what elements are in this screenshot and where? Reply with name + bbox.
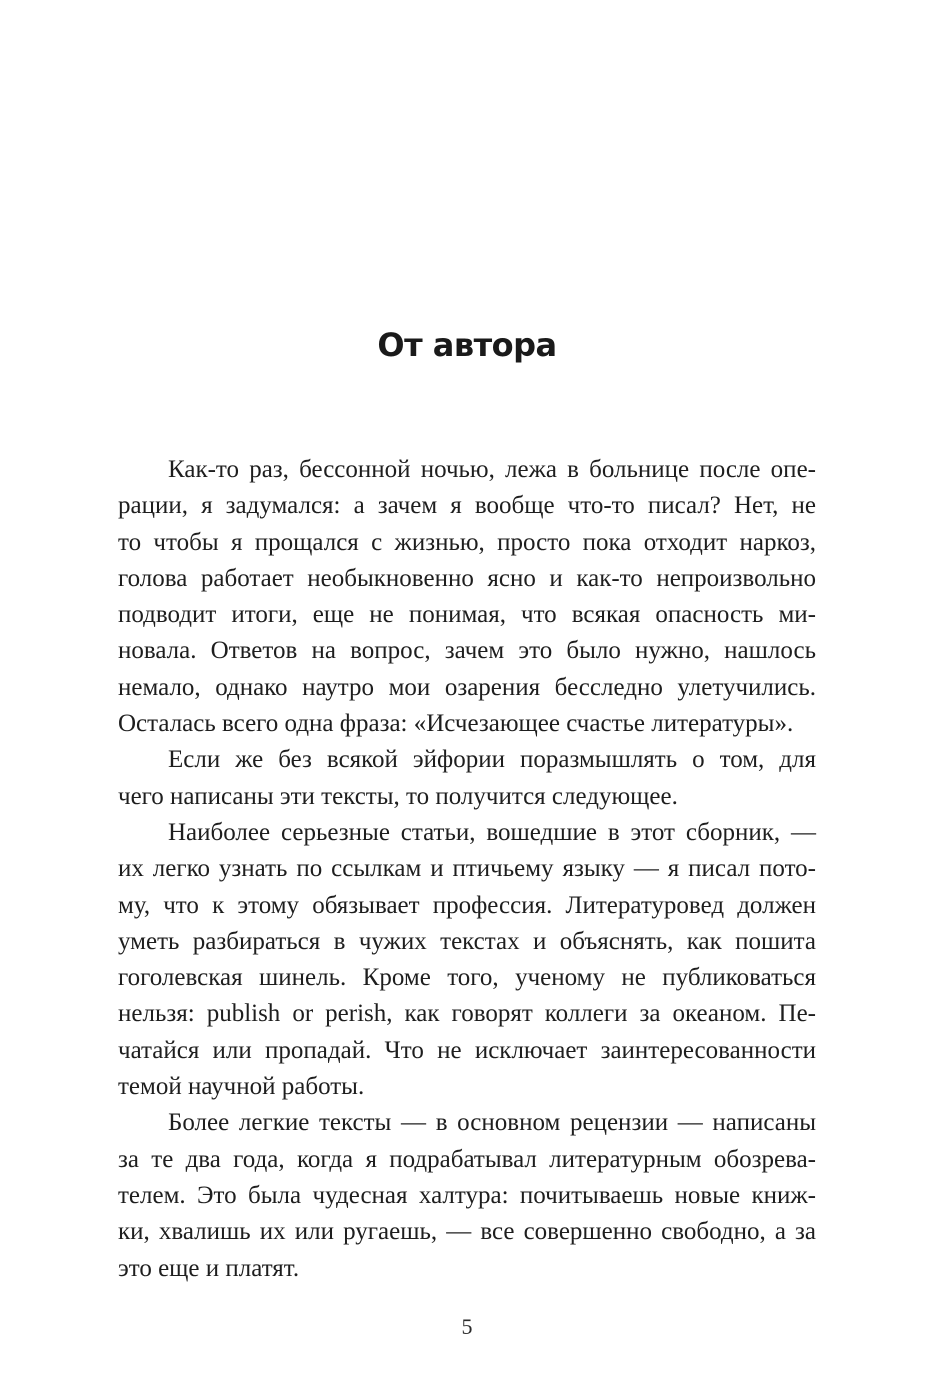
text-line: то чтобы я прощался с жизнью, просто пока отходит наркоз, [118, 528, 816, 556]
text-line: подводит итоги, еще не понимая, что всякая опасность ми- [118, 601, 816, 629]
text-line: уметь разбираться в чужих текстах и объяснять, как пошита [118, 927, 816, 955]
body-text [118, 452, 816, 1287]
text-line: немало, однако наутро мои озарения бесследно улетучились. [118, 673, 816, 701]
text-line: рации, я задумался: а зачем я вообще что-то писал? Нет, не [118, 492, 816, 520]
text-line: му, что к этому обязывает профессия. Литературовед должен [118, 891, 816, 919]
text-line: Осталась всего одна фраза: «Исчезающее счастье литературы». [118, 710, 794, 738]
text-line: гоголевская шинель. Кроме того, ученому не публиковаться [118, 964, 816, 992]
text-line: это еще и платят. [118, 1254, 300, 1282]
text-line: темой научной работы. [118, 1073, 365, 1101]
text-line: нельзя: publish or perish, как говорят коллеги за океаном. Пе- [118, 1000, 816, 1028]
text-line: их легко узнать по ссылкам и птичьему языку — я писал пото- [118, 855, 816, 883]
chapter-title: От автора [377, 326, 557, 364]
text-line: за те два года, когда я подрабатывал литературным обозрева- [118, 1145, 816, 1173]
text-line: Более легкие тексты — в основном рецензии — написаны [168, 1109, 816, 1137]
text-line: ки, хвалишь их или ругаешь, — все совершенно свободно, а за [118, 1218, 816, 1246]
text-line: Наиболее серьезные статьи, вошедшие в этот сборник, — [168, 818, 816, 846]
text-line: новала. Ответов на вопрос, зачем это было нужно, нашлось [118, 637, 816, 665]
text-line: Если же без всякой эйфории поразмышлять о том, для [168, 746, 816, 774]
text-line: Как-то раз, бессонной ночью, лежа в больнице после опе- [168, 456, 816, 483]
page-number: 5 [461, 1314, 473, 1339]
text-line: чатайся или пропадай. Что не исключает заинтересованности [118, 1036, 816, 1064]
text-line: чего написаны эти тексты, то получится следующее. [118, 782, 678, 810]
text-line: голова работает необыкновенно ясно и как-то непроизвольно [118, 564, 816, 592]
text-line: телем. Это была чудесная халтура: почитываешь новые книж- [118, 1181, 816, 1209]
